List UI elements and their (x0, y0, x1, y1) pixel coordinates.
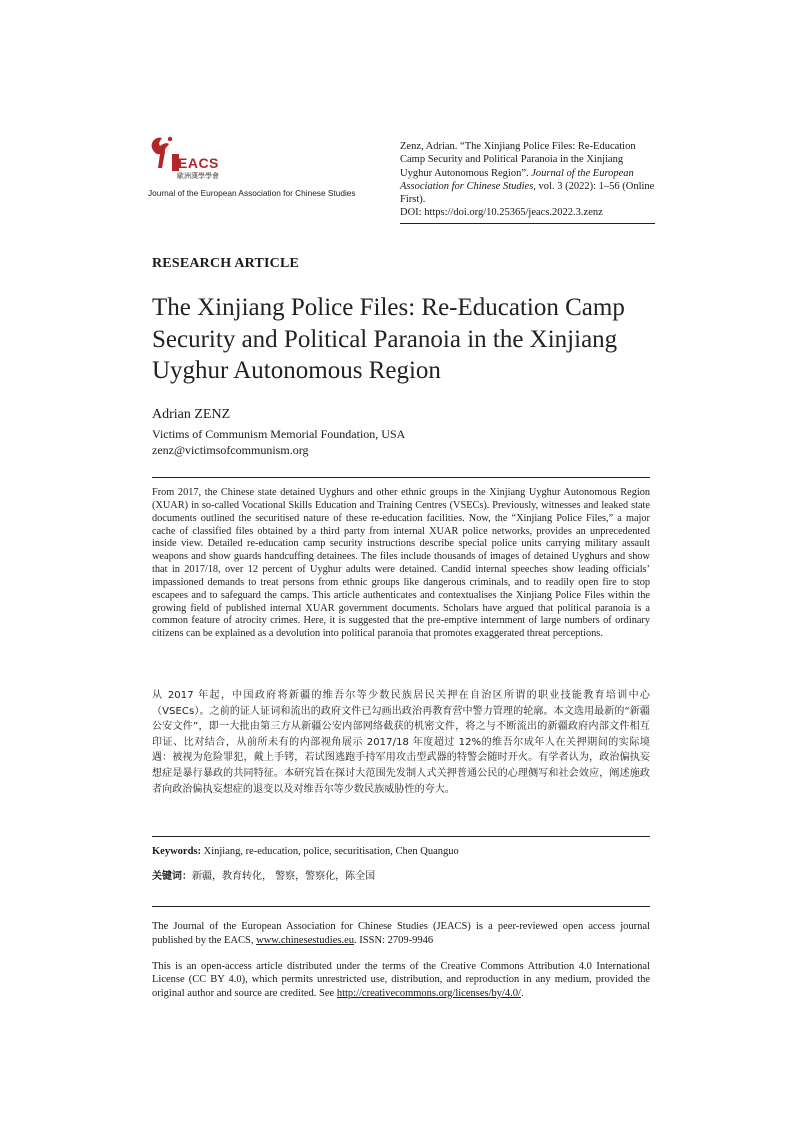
citation-divider (400, 223, 655, 224)
license-link[interactable]: http://creativecommons.org/licenses/by/4.0/ (336, 987, 521, 999)
keywords-zh-list: 新疆，教育转化， 警察，警察化，陈全国 (192, 871, 376, 882)
logo-abbreviation: EACS (178, 155, 219, 171)
author-email[interactable]: zenz@victimsofcommunism.org (152, 443, 309, 457)
journal-issn: . ISSN: 2709-9946 (354, 934, 434, 946)
keywords-english (152, 846, 650, 857)
article-type-label: RESEARCH ARTICLE (152, 256, 300, 271)
citation-doi[interactable]: DOI: https://doi.org/10.25365/jeacs.2022.3.zenz (400, 207, 603, 219)
journal-name: Journal of the European Association for Chinese Studies (148, 188, 356, 198)
logo-chinese-name: 歐洲漢學學會 (177, 172, 219, 180)
keywords-list: Xinjiang, re-education, police, securitisation, Chen Quanguo (201, 846, 459, 857)
journal-note (152, 920, 650, 947)
license-end: . (520, 987, 524, 999)
author-name: Adrian ZENZ (152, 407, 231, 422)
footer-divider (152, 906, 650, 907)
abstract-english: From 2017, the Chinese state detained Uyghurs and other ethnic groups in the Xinjiang Uyghur Autonomous Region (XUAR) in so-called Vocational Skills Education and Training Centres (VSECs). Previously, witnesses and leaked state documents outlined the securitised nature of these re-education facilities. Now, the “Xinjiang Police Files,” a major cache of classified files obtained by a third party from internal XUAR police networks, provides an unprecedented inside view. Detailed re-education camp security instructions describe special police units carrying military assault weapons and show guards handcuffing detainees. The files include thousands of images of detained Uyghurs and show that in 2017/18, over 12 percent of Uyghur adults were detained. Candid internal speeches show leading officials’ impassioned demands to treat persons from ethnic groups like dangerous criminals, and to readily open fire to stop escapees and to safeguard the camps. This article authenticates and contextualises the Xinjiang Police Files within the growing field of published internal XUAR government documents. Scholars have argued that political paranoia is a common feature of atrocity crimes. Here, it is suggested that the pre-emptive internment of large numbers of ordinary citizens can be explained as a devolution into political paranoia that promotes exaggerated threat perceptions. (152, 487, 650, 640)
citation-block (400, 140, 655, 220)
keywords-label: Keywords: (152, 846, 201, 857)
citation-text: Zenz, Adrian. “The Xinjiang Police Files: Re-Education Camp Security and Political Paranoia in the Xinjiang Uyghur Autonomous Region”. (400, 141, 636, 179)
abstract-bottom-divider (152, 836, 650, 837)
abstract-chinese: 从 2017 年起，中国政府将新疆的维吾尔等少数民族居民关押在自治区所谓的职业技能教育培训中心（VSECs）。之前的证人证词和流出的政府文件已勾画出政治再教育营中警力管理的轮廓。本文选用最新的“新疆公安文件”，即一大批由第三方从新疆公安内部网络截获的机密文件，将之与不断流出的新疆政府内部文件相互印证、比对结合，从前所未有的内部视角展示 2017/18 年度超过 12%的维吾尔成年人在关押期间的实际境遇：被视为危险罪犯，戴上手铐，若试图逃跑手持军用攻击型武器的特警会随时开火。有学者认为，政治偏执妄想症是暴行暴政的共同特征。本研究旨在探讨大范围先发制人式关押普通公民的心理侧写和社会效应，阐述施政者向政治偏执妄想症的退变以及对维吾尔等少数民族威胁性的夸大。 (152, 690, 650, 795)
journal-website-link[interactable]: www.chinesestudies.eu (256, 934, 355, 946)
license-text: This is an open-access article distributed under the terms of the Creative Commons Attribution 4.0 International License (CC BY 4.0), which permits unrestricted use, distribution, and reproduction in any medium, provided the original author and source are credited. See (152, 961, 650, 999)
citation-volume: , vol. 3 (2022): 1–56 (Online First). (400, 180, 655, 206)
citation-journal: Journal of the European Association for Chinese Studies (400, 167, 634, 192)
keywords-chinese (152, 867, 650, 882)
journal-note-text: The Journal of the European Association for Chinese Studies (JEACS) is a peer-reviewed open access journal published by the EACS, (152, 921, 650, 946)
keywords-zh-label: 关键词： (152, 871, 192, 882)
article-title: The Xinjiang Police Files: Re-Education Camp Security and Political Paranoia in the Xinjiang Uyghur Autonomous Region (152, 294, 625, 384)
author-affiliation: Victims of Communism Memorial Foundation, USA (152, 427, 406, 441)
journal-logo (148, 134, 368, 204)
license-note (152, 960, 650, 1000)
eacs-emblem-icon (148, 134, 182, 174)
abstract-top-divider (152, 477, 650, 478)
